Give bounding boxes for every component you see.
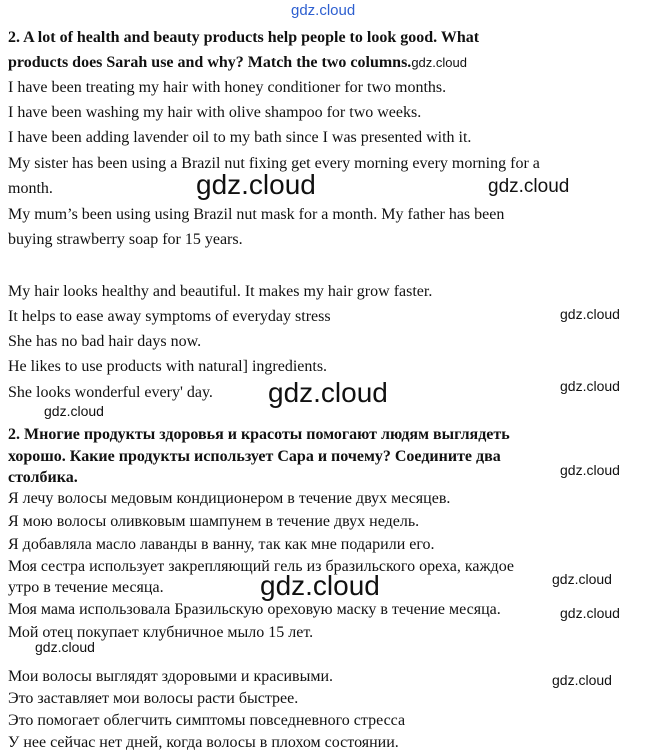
- watermark-small-3: gdz.cloud: [44, 403, 104, 419]
- watermark-small-1: gdz.cloud: [560, 306, 620, 322]
- ru-col-b-item-2: Это заставляет мои волосы расти быстрее.: [8, 690, 299, 707]
- ru-col-a-item-3: Я добавляла масло лаванды в ванну, так как мне подарили его.: [8, 536, 435, 553]
- watermark-big-1: gdz.cloud: [196, 169, 316, 200]
- watermark-small-5: gdz.cloud: [552, 571, 612, 587]
- watermark-big-3: gdz.cloud: [260, 570, 380, 601]
- ru-col-a-item-4-cont: утро в течение месяца.: [8, 579, 164, 596]
- task-title-ru-line-1: 2. Многие продукты здоровья и красоты помогают людям выглядеть: [8, 426, 510, 443]
- watermark-medium-1: gdz.cloud: [488, 176, 570, 197]
- task-title-en-line-1: 2. A lot of health and beauty products help people to look good. What: [8, 29, 480, 46]
- task-title-ru-line-2: хорошо. Какие продукты использует Сара и почему? Соедините два: [8, 448, 501, 465]
- header-watermark: gdz.cloud: [291, 2, 356, 19]
- en-col-a-item-5-cont: buying strawberry soap for 15 years.: [8, 231, 243, 248]
- ru-col-b-item-4: У нее сейчас нет дней, когда волосы в плохом состоянии.: [8, 734, 399, 751]
- watermark-small-6: gdz.cloud: [560, 605, 620, 621]
- en-col-a-item-3: I have been adding lavender oil to my bath since I was presented with it.: [8, 129, 472, 146]
- title-inline-watermark: gdz.cloud: [411, 55, 467, 70]
- en-col-b-item-5: She looks wonderful every' day.: [8, 384, 213, 401]
- task-title-en-line-2: [8, 53, 467, 73]
- ru-col-a-item-4: Моя сестра использует закрепляющий гель из бразильского ореха, каждое: [8, 558, 514, 575]
- en-col-a-item-1: I have been treating my hair with honey conditioner for two months.: [8, 79, 447, 96]
- ru-col-b-item-3: Это помогает облегчить симптомы повседневного стресса: [8, 712, 406, 729]
- en-col-a-item-5: My mum’s been using using Brazil nut mask for a month. My father has been: [8, 206, 505, 223]
- en-col-b-item-4: He likes to use products with natural] ingredients.: [8, 358, 328, 375]
- en-col-b-item-1: My hair looks healthy and beautiful. It makes my hair grow faster.: [8, 283, 433, 300]
- ru-col-a-item-1: Я лечу волосы медовым кондиционером в течение двух месяцев.: [8, 490, 451, 507]
- ru-col-a-item-2: Я мою волосы оливковым шампунем в течение двух недель.: [8, 513, 420, 530]
- task-title-en-text: products does Sarah use and why? Match the two columns.: [8, 54, 412, 71]
- ru-col-b-item-1: Мои волосы выглядят здоровыми и красивыми.: [8, 668, 334, 685]
- task-title-ru-line-3: столбика.: [8, 469, 78, 486]
- ru-col-a-item-6: Мой отец покупает клубничное мыло 15 лет.: [8, 624, 314, 641]
- en-col-a-item-4-cont: month.: [8, 180, 53, 197]
- en-col-a-item-4: My sister has been using a Brazil nut fixing get every morning every morning for a: [8, 155, 540, 172]
- watermark-big-2: gdz.cloud: [268, 377, 388, 408]
- watermark-small-8: gdz.cloud: [552, 672, 612, 688]
- watermark-small-7: gdz.cloud: [35, 639, 95, 655]
- watermark-small-2: gdz.cloud: [560, 378, 620, 394]
- en-col-b-item-3: She has no bad hair days now.: [8, 333, 202, 350]
- watermark-small-4: gdz.cloud: [560, 462, 620, 478]
- en-col-a-item-2: I have been washing my hair with olive shampoo for two weeks.: [8, 104, 422, 121]
- en-col-b-item-2: It helps to ease away symptoms of everyday stress: [8, 308, 331, 325]
- ru-col-a-item-5: Моя мама использовала Бразильскую ореховую маску в течение месяца.: [8, 601, 501, 618]
